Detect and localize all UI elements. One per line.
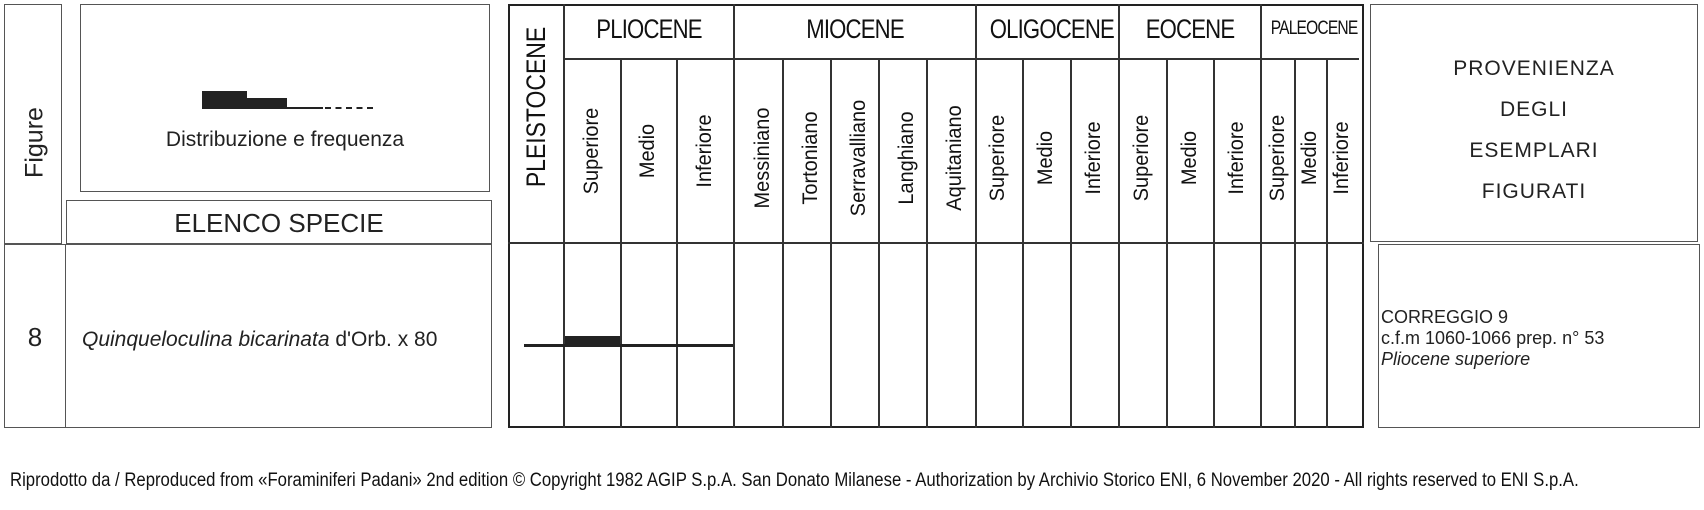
sep-oligocene — [1118, 4, 1120, 428]
sub-line — [1022, 58, 1024, 428]
oligocene-medio: Medio — [1034, 130, 1057, 186]
paleocene-superiore: Superiore — [1266, 114, 1289, 202]
provenance-text — [1381, 307, 1701, 370]
epoch-pleistocene: PLEISTOCENE — [521, 26, 551, 188]
legend-frequency-line — [287, 107, 323, 109]
distribution-bar-pliocene-superiore — [565, 336, 620, 346]
miocene-langhiano: Langhiano — [895, 111, 918, 205]
sub-line — [830, 58, 832, 428]
sep-pleistocene — [563, 4, 565, 428]
provenance-sample: c.f.m 1060-1066 prep. n° 53 — [1381, 328, 1605, 348]
epoch-pliocene: PLIOCENE — [596, 14, 702, 44]
sub-line — [926, 58, 928, 428]
pliocene-inferiore: Inferiore — [693, 114, 716, 188]
epoch-miocene: MIOCENE — [806, 14, 904, 44]
species-name — [82, 328, 492, 352]
sep-pliocene — [733, 4, 735, 428]
copyright-footer: Riprodotto da / Reproduced from «Foraminiferi Padani» 2nd edition © Copyright 1982 AGIP S.p.A. San Donato Milanese - Authorization by Archivio Storico ENI, 6 November 2020 - All rights reserved to ENI S.p.A. — [10, 470, 1579, 491]
species-italic: Quinqueloculina bicarinata — [82, 328, 330, 351]
miocene-aquitaniano: Aquitaniano — [943, 105, 966, 211]
epoch-eocene: EOCENE — [1145, 14, 1235, 44]
sub-line — [1326, 58, 1328, 428]
stratigraphic-table — [508, 4, 1364, 428]
legend-caption: Distribuzione e frequenza — [165, 128, 405, 151]
legend-frequency-bar — [202, 91, 247, 109]
provenance-label-line: ESEMPLARI — [1469, 139, 1599, 162]
eocene-medio: Medio — [1178, 130, 1201, 186]
sub-line — [878, 58, 880, 428]
sub-line — [1213, 58, 1215, 428]
paleocene-medio: Medio — [1298, 130, 1321, 186]
legend-frequency-bar-medium — [247, 98, 287, 109]
eocene-superiore: Superiore — [1130, 114, 1153, 202]
distribution-line — [524, 344, 733, 347]
provenance-label-line: FIGURATI — [1481, 180, 1587, 203]
epoch-header-line — [563, 58, 1359, 60]
sub-line — [782, 58, 784, 428]
sub-line — [1294, 58, 1296, 428]
legend-frequency-dashed — [325, 107, 373, 109]
figure-number: 8 — [27, 322, 43, 352]
oligocene-superiore: Superiore — [986, 114, 1009, 202]
provenance-label-line: PROVENIENZA — [1453, 57, 1615, 80]
miocene-messiniano: Messiniano — [751, 107, 774, 209]
oligocene-inferiore: Inferiore — [1082, 121, 1105, 195]
provenance-well: CORREGGIO 9 — [1381, 307, 1509, 327]
sep-miocene — [975, 4, 977, 428]
miocene-serravalliano: Serravalliano — [847, 99, 870, 217]
header-bottom-line — [508, 242, 1364, 244]
epoch-oligocene: OLIGOCENE — [989, 14, 1114, 44]
miocene-tortoniano: Tortoniano — [799, 111, 822, 205]
figure-label: Figure — [20, 107, 49, 178]
sub-line — [1070, 58, 1072, 428]
pliocene-medio: Medio — [636, 123, 659, 179]
sub-line — [620, 58, 622, 428]
provenance-label — [1370, 48, 1698, 212]
provenance-label-line: DEGLI — [1499, 98, 1569, 121]
sub-line — [1166, 58, 1168, 428]
eocene-inferiore: Inferiore — [1225, 121, 1248, 195]
species-author: d'Orb. x 80 — [329, 328, 438, 351]
epoch-paleocene: PALEOCENE — [1270, 18, 1358, 39]
sep-eocene — [1260, 4, 1262, 428]
sub-line — [676, 58, 678, 428]
species-list-label: ELENCO SPECIE — [174, 208, 384, 238]
provenance-age: Pliocene superiore — [1381, 349, 1531, 369]
paleocene-inferiore: Inferiore — [1330, 121, 1353, 195]
pliocene-superiore: Superiore — [580, 107, 603, 195]
